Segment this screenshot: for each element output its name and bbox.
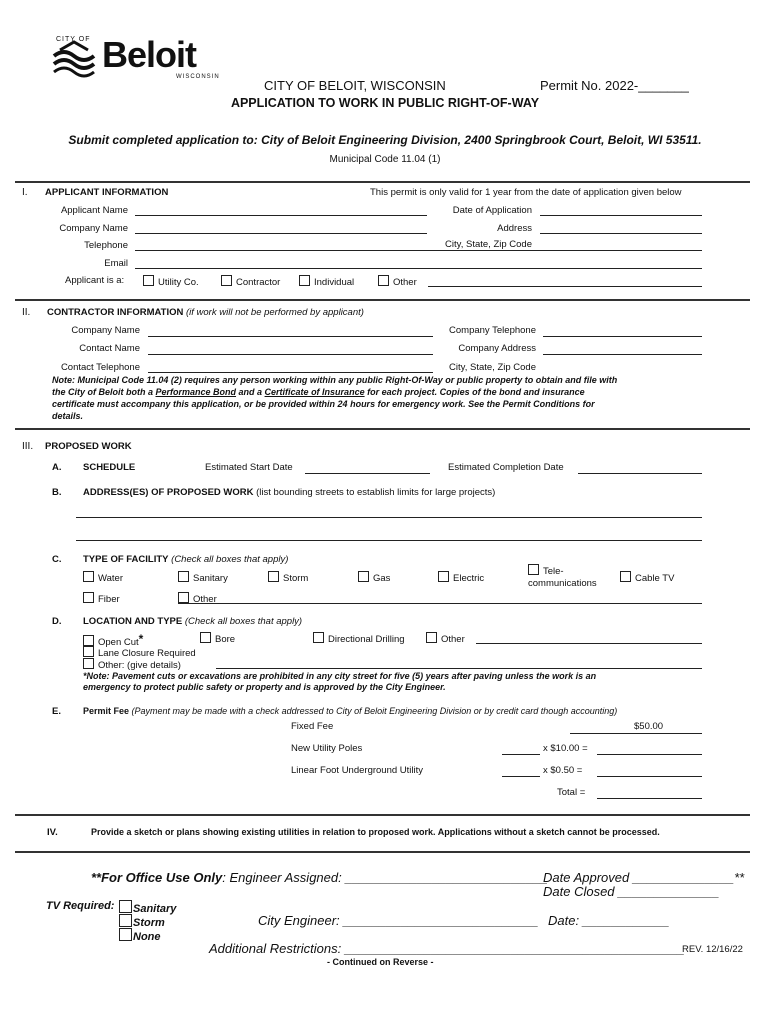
open-cut-label: Open Cut xyxy=(98,637,139,648)
contact-telephone-label: Contact Telephone xyxy=(60,362,140,373)
directional-drilling-checkbox[interactable] xyxy=(313,632,405,645)
office-use-row xyxy=(91,870,548,885)
individual-label: Individual xyxy=(314,277,355,288)
tv-none-label: None xyxy=(133,931,161,943)
logo-name: Beloit xyxy=(102,34,197,75)
section-1-number: I. xyxy=(22,187,28,198)
schedule-label: SCHEDULE xyxy=(83,462,136,473)
water-label: Water xyxy=(98,573,123,584)
company-address-field[interactable] xyxy=(543,354,702,355)
tv-sanitary-label: Sanitary xyxy=(133,903,177,915)
divider xyxy=(15,299,750,301)
company-telephone-field[interactable] xyxy=(543,336,702,337)
address-work-field-1[interactable] xyxy=(76,517,702,518)
logo-sub-text: WISCONSIN xyxy=(176,74,220,80)
company-telephone-label: Company Telephone xyxy=(449,325,536,336)
contact-name-field[interactable] xyxy=(148,354,433,355)
gas-label: Gas xyxy=(373,573,391,584)
asterisk: * xyxy=(138,632,144,646)
telephone-field[interactable] xyxy=(135,250,702,251)
contractor-checkbox[interactable] xyxy=(221,275,280,288)
email-field[interactable] xyxy=(135,268,702,269)
address-field[interactable] xyxy=(540,233,702,234)
fiber-checkbox[interactable] xyxy=(83,592,120,605)
company-address-label: Company Address xyxy=(458,343,536,354)
electric-label: Electric xyxy=(453,573,485,584)
telecommunications-checkbox[interactable] xyxy=(528,564,597,590)
poles-rate: x $10.00 = xyxy=(543,743,588,754)
permit-number: Permit No. 2022-_______ xyxy=(540,78,689,93)
note-text: for each project. Copies of the bond and insurance xyxy=(364,387,585,397)
section-4-number: IV. xyxy=(47,827,58,838)
section-2-number: II. xyxy=(22,307,31,318)
city-name: CITY OF BELOIT, WISCONSIN xyxy=(264,78,446,93)
address-work-note: (list bounding streets to establish limits for large projects) xyxy=(256,487,496,498)
city-logo xyxy=(50,36,225,84)
address-work-row xyxy=(83,487,495,498)
email-label: Email xyxy=(104,258,128,269)
insurance-note xyxy=(52,374,742,422)
tv-sanitary-checkbox[interactable] xyxy=(119,900,176,915)
engineer-assigned-field: : Engineer Assigned: ____________________________ xyxy=(222,870,548,885)
facility-label: TYPE OF FACILITY xyxy=(83,554,169,565)
bore-checkbox[interactable] xyxy=(200,632,235,645)
telephone-label: Telephone xyxy=(84,240,128,251)
communications-label: communications xyxy=(528,578,597,589)
other-details-label: Other: (give details) xyxy=(98,660,181,671)
address-label: Address xyxy=(497,223,532,234)
city-state-zip-label: City, State, Zip Code xyxy=(445,239,532,250)
tv-storm-checkbox[interactable] xyxy=(119,914,165,929)
tv-required-label: TV Required: xyxy=(46,900,115,912)
municipal-code: Municipal Code 11.04 (1) xyxy=(329,154,441,165)
divider xyxy=(15,428,750,430)
location-other-field[interactable] xyxy=(476,643,702,644)
lane-closure-label: Lane Closure Required xyxy=(98,648,196,659)
facility-other-field[interactable] xyxy=(178,603,702,604)
individual-checkbox[interactable] xyxy=(299,275,354,288)
other-applicant-field[interactable] xyxy=(428,286,702,287)
poles-amount-field[interactable] xyxy=(597,754,702,755)
applicant-type-label: Applicant is a: xyxy=(65,275,125,286)
bore-label: Bore xyxy=(215,634,236,645)
date-of-application-field[interactable] xyxy=(540,215,702,216)
tv-none-checkbox[interactable] xyxy=(119,928,161,943)
contractor-company-name-label: Company Name xyxy=(71,325,140,336)
date-of-application-label: Date of Application xyxy=(452,205,532,216)
other-details-field[interactable] xyxy=(216,668,702,669)
item-b-letter: B. xyxy=(52,487,62,498)
logo-top-text: CITY OF xyxy=(56,36,91,43)
item-a-letter: A. xyxy=(52,462,62,473)
section-2-heading: CONTRACTOR INFORMATION xyxy=(47,307,184,318)
linear-foot-quantity-field[interactable] xyxy=(502,776,540,777)
fixed-fee-amount: $50.00 xyxy=(634,721,664,732)
section-3-heading: PROPOSED WORK xyxy=(45,441,132,452)
validity-note: This permit is only valid for 1 year from the date of application given below xyxy=(370,187,682,198)
start-date-field[interactable] xyxy=(305,473,430,474)
tele-label: Tele- xyxy=(543,566,564,577)
contact-name-label: Contact Name xyxy=(79,343,140,354)
item-d-letter: D. xyxy=(52,616,62,627)
sanitary-checkbox[interactable] xyxy=(178,571,228,584)
revision-date: REV. 12/16/22 xyxy=(682,944,743,955)
section-2-heading-note: (if work will not be performed by applicant) xyxy=(185,307,364,318)
other-checkbox[interactable] xyxy=(378,275,417,288)
fixed-fee-line xyxy=(570,733,702,734)
linear-foot-label: Linear Foot Underground Utility xyxy=(291,765,424,776)
section-2-heading-row xyxy=(47,307,364,318)
city-engineer-field: City Engineer: ___________________________ xyxy=(258,913,539,928)
total-label: Total = xyxy=(557,787,586,798)
cable-tv-label: Cable TV xyxy=(635,573,675,584)
note-line-4: details. xyxy=(52,411,84,421)
company-name-field[interactable] xyxy=(135,233,427,234)
sketch-instructions: Provide a sketch or plans showing existing utilities in relation to proposed work. Applications without a sketch cannot be processed. xyxy=(91,827,660,837)
facility-heading-row xyxy=(83,554,288,565)
other-details-checkbox[interactable] xyxy=(83,658,181,671)
performance-bond-text: Performance Bond xyxy=(155,387,237,397)
pavement-note-line-2: emergency to protect public safety or property and is approved by the City Engineer. xyxy=(83,682,446,692)
pavement-note xyxy=(83,671,596,693)
tv-storm-label: Storm xyxy=(133,917,165,929)
contractor-company-name-field[interactable] xyxy=(148,336,433,337)
storm-checkbox[interactable] xyxy=(268,571,308,584)
linear-rate: x $0.50 = xyxy=(543,765,583,776)
electric-checkbox[interactable] xyxy=(438,571,484,584)
location-other-checkbox[interactable] xyxy=(426,632,465,645)
page-title: APPLICATION TO WORK IN PUBLIC RIGHT-OF-WAY xyxy=(230,96,540,110)
location-note: (Check all boxes that apply) xyxy=(184,616,303,627)
contractor-label: Contractor xyxy=(236,277,281,288)
facility-other-label: Other xyxy=(193,594,217,605)
permit-fee-note: (Payment may be made with a check addressed to City of Beloit Engineering Division or by credit card though accounting) xyxy=(131,706,618,716)
completion-date-label: Estimated Completion Date xyxy=(448,462,564,473)
pavement-note-line-1: *Note: Pavement cuts or excavations are prohibited in any city street for five (5) years after paving unless the work is an xyxy=(83,671,597,681)
start-date-label: Estimated Start Date xyxy=(205,462,293,473)
contractor-city-state-zip-label: City, State, Zip Code xyxy=(449,362,536,373)
location-heading-row xyxy=(83,616,302,627)
company-name-label: Company Name xyxy=(59,223,128,234)
directional-drilling-label: Directional Drilling xyxy=(328,634,405,645)
submit-instructions: Submit completed application to: City of Beloit Engineering Division, 2400 Springbrook Court, Beloit, WI 53511. xyxy=(68,133,702,147)
cable-tv-checkbox[interactable] xyxy=(620,571,674,584)
date-closed-field: Date Closed ______________ xyxy=(543,884,720,899)
new-poles-quantity-field[interactable] xyxy=(502,754,540,755)
section-3-number: III. xyxy=(22,441,34,452)
applicant-name-label: Applicant Name xyxy=(60,205,128,216)
certificate-of-insurance-text: Certificate of Insurance xyxy=(264,387,365,397)
utility-co-checkbox[interactable] xyxy=(143,275,199,288)
applicant-name-field[interactable] xyxy=(135,215,427,216)
note-text: the City of Beloit both a xyxy=(52,387,156,397)
utility-co-label: Utility Co. xyxy=(158,277,199,288)
additional-restrictions-field: Additional Restrictions: _______________________________________________ xyxy=(209,941,685,956)
water-checkbox[interactable] xyxy=(83,571,123,584)
facility-note: (Check all boxes that apply) xyxy=(171,554,289,565)
storm-label: Storm xyxy=(283,573,309,584)
gas-checkbox[interactable] xyxy=(358,571,390,584)
divider xyxy=(15,814,750,816)
location-label: LOCATION AND TYPE xyxy=(83,616,183,627)
total-field[interactable] xyxy=(597,798,702,799)
office-date-field: Date: ____________ xyxy=(548,913,670,928)
divider xyxy=(15,851,750,853)
note-line-2 xyxy=(52,386,742,398)
note-line-3: certificate must accompany this application, or be provided within 24 hours for emergency work. See the Permit Conditions for xyxy=(52,399,595,409)
office-use-label: **For Office Use Only xyxy=(91,870,223,885)
fiber-label: Fiber xyxy=(98,594,120,605)
note-text: and a xyxy=(236,387,265,397)
fixed-fee-label: Fixed Fee xyxy=(291,721,334,732)
date-approved-field: Date Approved ______________** xyxy=(543,870,745,885)
sanitary-label: Sanitary xyxy=(193,573,228,584)
new-utility-poles-label: New Utility Poles xyxy=(291,743,363,754)
note-line-1: Note: Municipal Code 11.04 (2) requires any person working within any public Right-Of-Way or public property to obtain and file with xyxy=(52,375,618,385)
location-other-label: Other xyxy=(441,634,465,645)
section-1-heading: APPLICANT INFORMATION xyxy=(45,187,169,198)
address-work-field-2[interactable] xyxy=(76,540,702,541)
continued-note: - Continued on Reverse - xyxy=(327,957,434,967)
permit-fee-row xyxy=(83,706,617,716)
other-label: Other xyxy=(393,277,417,288)
address-work-label: ADDRESS(ES) OF PROPOSED WORK xyxy=(83,487,254,498)
contact-telephone-field[interactable] xyxy=(148,372,433,373)
item-c-letter: C. xyxy=(52,554,62,565)
linear-amount-field[interactable] xyxy=(597,776,702,777)
permit-fee-label: Permit Fee xyxy=(83,706,130,716)
divider xyxy=(15,181,750,183)
completion-date-field[interactable] xyxy=(578,473,702,474)
item-e-letter: E. xyxy=(52,706,61,717)
